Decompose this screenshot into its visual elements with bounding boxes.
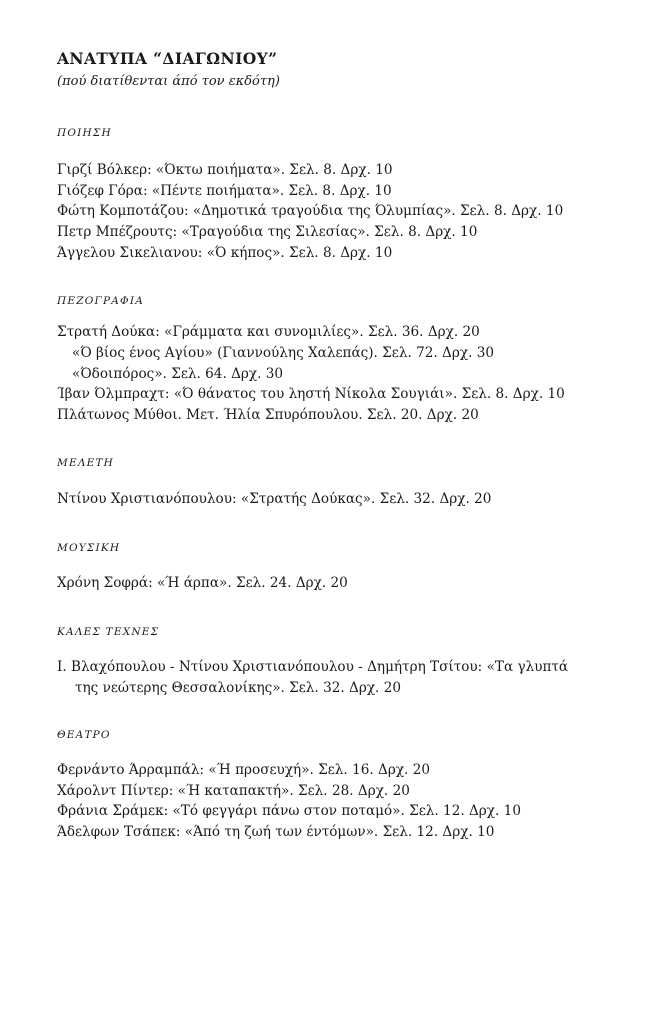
list-item: της νεώτερης Θεσσαλονίκης». Σελ. 32. Δρχ. 20: [75, 680, 401, 696]
section-heading-prose: ΠΕΖΟΓΡΑΦΙΑ: [57, 295, 144, 307]
list-item: Φερνάντο Άρραμπάλ: «Ή προσευχή». Σελ. 16. Δρχ. 20: [57, 762, 430, 778]
list-item: Πλάτωνος Μύθοι. Μετ. Ήλία Σπυρόπουλου. Σελ. 20. Δρχ. 20: [57, 407, 479, 423]
list-item: Πετρ Μπέζρουτς: «Τραγούδια της Σιλεσίας». Σελ. 8. Δρχ. 10: [57, 224, 478, 240]
list-item: Χρόνη Σοφρά: «Ή άρπα». Σελ. 24. Δρχ. 20: [57, 575, 348, 591]
list-item: Γιρζί Βόλκερ: «Όκτω ποιήματα». Σελ. 8. Δρχ. 10: [57, 162, 393, 178]
list-item: Στρατή Δούκα: «Γράμματα και συνομιλίες». Σελ. 36. Δρχ. 20: [57, 324, 480, 340]
list-item: Ι. Βλαχόπουλου - Ντίνου Χριστιανόπουλου - Δημήτρη Τσίτου: «Τα γλυπτά: [57, 659, 569, 675]
page-title: ΑΝΑΤΥΠΑ “ΔΙΑΓΩΝΙΟΥ”: [57, 49, 278, 68]
page-subtitle: (πού διατίθενται άπό τον εκδότη): [57, 74, 280, 89]
list-item: Ντίνου Χριστιανόπουλου: «Στρατής Δούκας». Σελ. 32. Δρχ. 20: [57, 491, 492, 507]
section-heading-fine-arts: ΚΑΛΕΣ ΤΕΧΝΕΣ: [57, 626, 160, 638]
list-item: Άγγελου Σικελιανου: «Ό κήπος». Σελ. 8. Δρχ. 10: [57, 245, 393, 261]
section-heading-theatre: ΘΕΑΤΡΟ: [57, 729, 111, 741]
list-item: Φώτη Κομποτάζου: «Δημοτικά τραγούδια της Όλυμπίας». Σελ. 8. Δρχ. 10: [57, 203, 564, 219]
section-heading-poetry: ΠΟΙΗΣΗ: [57, 127, 112, 139]
section-heading-music: ΜΟΥΣΙΚΗ: [57, 542, 121, 554]
list-item: «Όδοιπόρος». Σελ. 64. Δρχ. 30: [72, 366, 284, 382]
section-heading-study: ΜΕΛΕΤΗ: [57, 457, 115, 469]
list-item: Φράνια Σράμεκ: «Τό φεγγάρι πάνω στον ποταμό». Σελ. 12. Δρχ. 10: [57, 803, 521, 819]
list-item: Γιόζεφ Γόρα: «Πέντε ποιήματα». Σελ. 8. Δρχ. 10: [57, 183, 392, 199]
list-item: Ίβαν Όλμπραχτ: «Ό θάνατος του ληστή Νίκολα Σουγιάι». Σελ. 8. Δρχ. 10: [57, 386, 565, 402]
list-item: Χάρολντ Πίντερ: «Ή καταπακτή». Σελ. 28. Δρχ. 20: [57, 783, 410, 799]
list-item: «Ό βίος ένος Αγίου» (Γιαννούλης Χαλεπάς). Σελ. 72. Δρχ. 30: [72, 345, 495, 361]
list-item: Άδελφων Τσάπεκ: «Άπό τη ζωή των έντόμων». Σελ. 12. Δρχ. 10: [57, 824, 495, 840]
